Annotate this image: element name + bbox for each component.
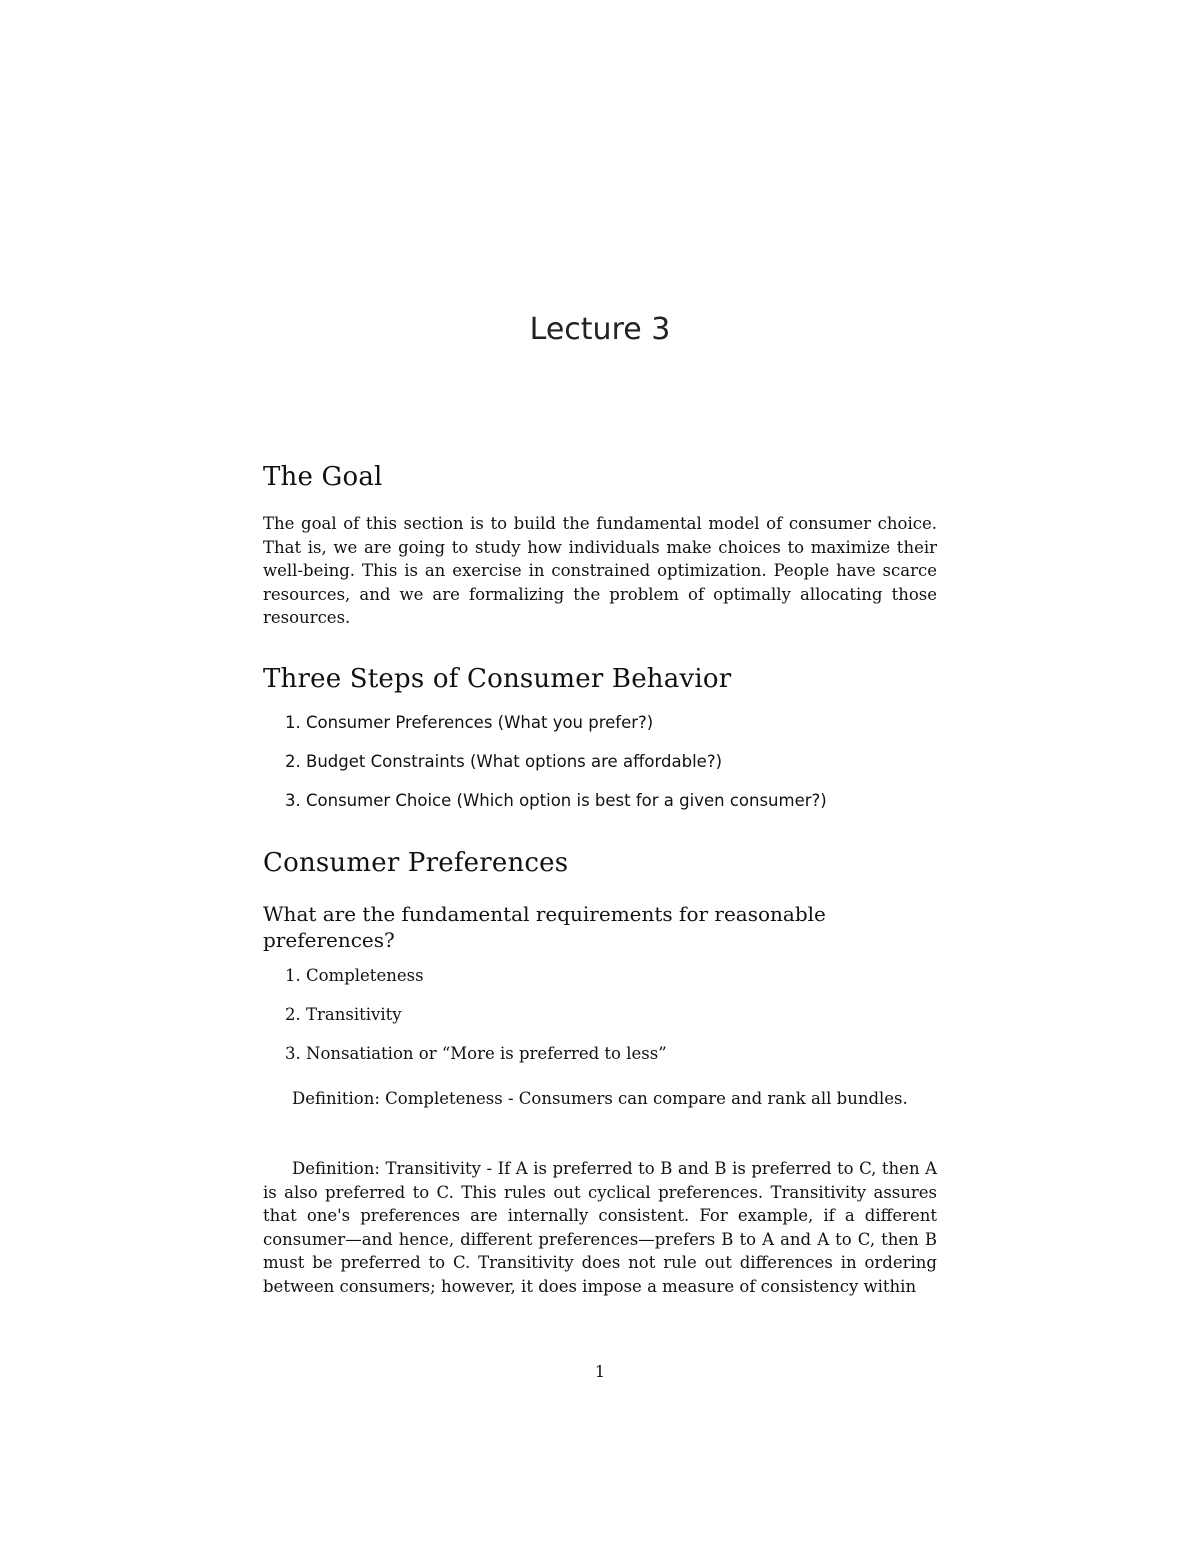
- requirements-list-block: [263, 966, 937, 1064]
- list-item: [263, 791, 937, 811]
- requirements-list: [263, 966, 937, 1064]
- list-item-number: 3.: [285, 1044, 301, 1063]
- list-item: [263, 752, 937, 772]
- list-item-number: 1.: [285, 713, 301, 732]
- page-title: Lecture 3: [529, 312, 671, 347]
- section-steps: [263, 664, 937, 694]
- list-item: [263, 966, 937, 986]
- goal-paragraph: The goal of this section is to build the fundamental model of consumer choice. That is, we are going to study how individuals make choices to maximize their well-being. This is an exercise in constrained optimization. People have scarce resources, and we are formalizing the problem of optimally allocating those resources.: [263, 514, 937, 628]
- list-item-text: Completeness: [306, 966, 424, 985]
- definition-completeness-block: [263, 1087, 937, 1111]
- definition-completeness: Definition: Completeness - Consumers can compare and rank all bundles.: [292, 1089, 908, 1108]
- steps-list-block: [263, 713, 937, 811]
- list-item-text: Transitivity: [306, 1005, 402, 1024]
- list-item-number: 2.: [285, 752, 301, 771]
- steps-list: [263, 713, 937, 811]
- list-item-number: 3.: [285, 791, 301, 810]
- list-item-text: Nonsatiation or “More is preferred to less”: [306, 1044, 667, 1063]
- page-number: 1: [594, 1362, 606, 1381]
- section-heading-goal: The Goal: [263, 462, 383, 492]
- list-item-number: 1.: [285, 966, 301, 985]
- section-preferences: [263, 848, 937, 878]
- preferences-subheading-block: [263, 901, 937, 953]
- section-goal: [263, 462, 937, 492]
- list-item-text: Budget Constraints (What options are affordable?): [306, 752, 723, 771]
- list-item-text: Consumer Preferences (What you prefer?): [306, 713, 654, 732]
- list-item-text: Consumer Choice (Which option is best for a given consumer?): [306, 791, 827, 810]
- section-heading-preferences: Consumer Preferences: [263, 848, 569, 878]
- list-item: [263, 713, 937, 733]
- definition-transitivity-block: [263, 1157, 937, 1299]
- subsection-heading: What are the fundamental requirements for reasonable preferences?: [263, 902, 826, 952]
- goal-paragraph-block: [263, 512, 937, 630]
- list-item: [263, 1005, 937, 1025]
- section-heading-steps: Three Steps of Consumer Behavior: [263, 664, 732, 694]
- list-item: [263, 1044, 937, 1064]
- definition-transitivity: Definition: Transitivity - If A is preferred to B and B is preferred to C, then A is also preferred to C. This rules out cyclical preferences. Transitivity assures that one's preferences are internally consistent. For example, if a different consumer—and hence, different preferences—prefers B to A and A to C, then B must be preferred to C. Transitivity does not rule out differences in ordering between consumers; however, it does impose a measure of consistency within: [263, 1159, 937, 1296]
- list-item-number: 2.: [285, 1005, 301, 1024]
